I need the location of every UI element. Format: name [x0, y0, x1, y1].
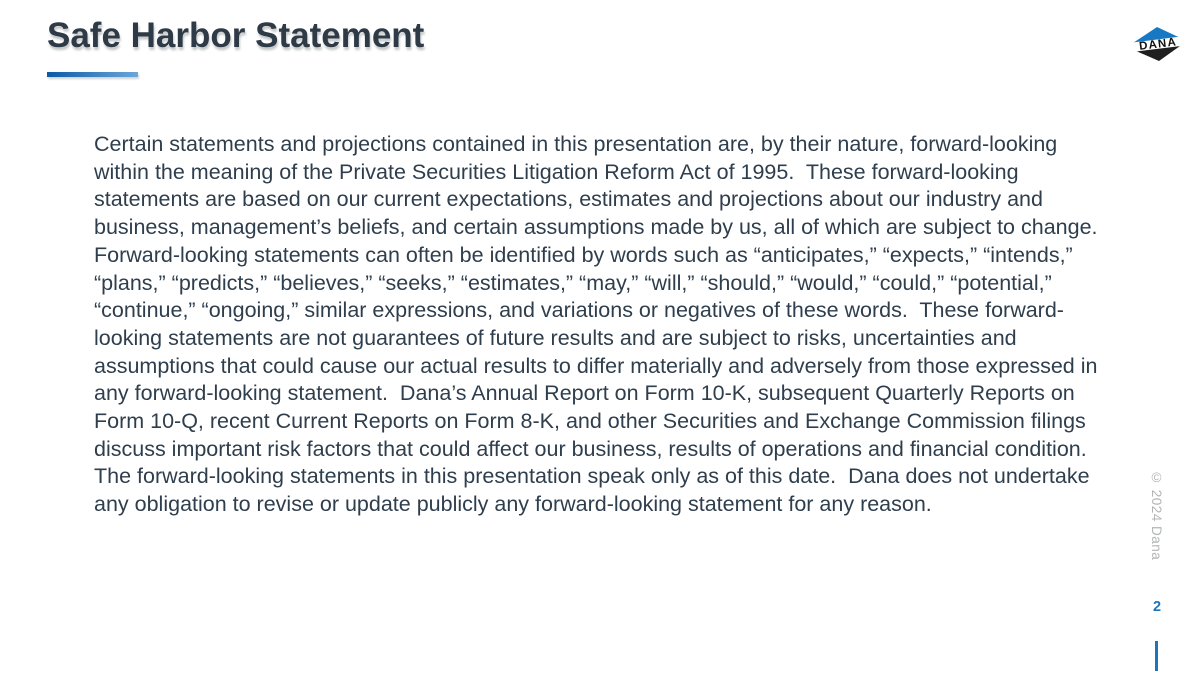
slide-title: Safe Harbor Statement [47, 16, 425, 55]
safe-harbor-body-paragraph: Certain statements and projections contained in this presentation are, by their nature, forward-looking within the meaning of the Private Securities Litigation Reform Act of 1995. These forward-looking statements are based on our current expectations, estimates and projections about our industry and business, management’s beliefs, and certain assumptions made by us, all of which are subject to change. Forward-looking statements can often be identified by words such as “anticipates,” “expects,” “intends,” “plans,” “predicts,” “believes,” “seeks,” “estimates,” “may,” “will,” “should,” “would,” “could,” “potential,” “continue,” “ongoing,” similar expressions, and variations or negatives of these words. These forward-looking statements are not guarantees of future results and are subject to risks, uncertainties and assumptions that could cause our actual results to differ materially and adversely from those expressed in any forward-looking statement. Dana’s Annual Report on Form 10-K, subsequent Quarterly Reports on Form 10-Q, recent Current Reports on Form 8-K, and other Securities and Exchange Commission filings discuss important risk factors that could affect our business, results of operations and financial condition. The forward-looking statements in this presentation speak only as of this date. Dana does not undertake any obligation to revise or update publicly any forward-looking statement for any reason. [94, 132, 1110, 517]
dana-logo-icon [1126, 24, 1190, 64]
page-number: 2 [1152, 599, 1162, 615]
page-accent-line [1155, 641, 1158, 671]
copyright-vertical-text: © 2024 Dana [1149, 470, 1164, 561]
title-underline [47, 72, 138, 77]
dana-logo-wordmark: DANA [1138, 36, 1178, 53]
